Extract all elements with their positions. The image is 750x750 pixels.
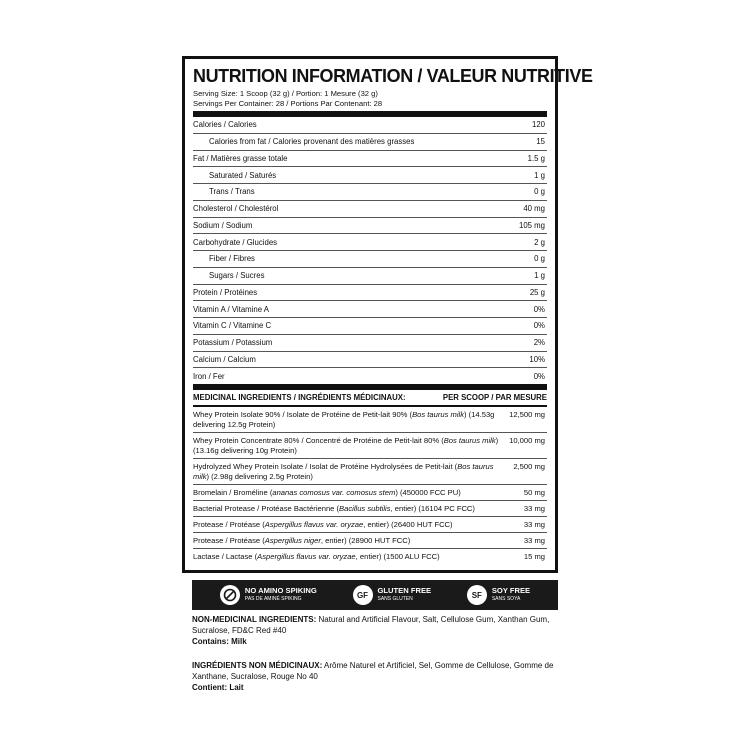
nutrient-value: 0% <box>533 304 545 314</box>
nutrient-row <box>193 335 547 352</box>
nutrient-value: 1 g <box>534 271 545 281</box>
no-amino-spiking-icon <box>220 585 240 605</box>
badge-label: GLUTEN FREE <box>377 586 432 595</box>
badge-label: SOY FREE <box>491 586 531 595</box>
nutrient-value: 0 g <box>534 187 545 197</box>
contains-note-fr: Contient: Lait <box>192 683 244 692</box>
badge-label: NO AMINO SPIKING <box>244 586 317 595</box>
nutrient-row <box>193 184 547 201</box>
nutrient-value: 0 g <box>534 254 545 264</box>
gluten-free-icon: GF <box>353 585 373 605</box>
servings-per-container: Servings Per Container: 28 / Portions Par Contenant: 28 <box>193 98 383 108</box>
nutrient-row <box>193 251 547 268</box>
nutrient-row <box>193 285 547 302</box>
per-scoop-label: PER SCOOP / PAR MESURE <box>442 393 547 402</box>
nutrient-name: Potassium / Potassium <box>193 338 273 348</box>
non-medicinal-label: NON-MEDICINAL INGREDIENTS: <box>192 615 317 624</box>
medicinal-header-label: MEDICINAL INGREDIENTS / INGRÉDIENTS MÉDICINAUX: <box>193 393 406 402</box>
ingredient-name: Hydrolyzed Whey Protein Isolate / Isolat de Protéine Hydrolysées de Petit-lait (Bos taurus milk) (2.98g delivering 2.5g Protein) <box>193 462 494 481</box>
soy-free-icon: SF <box>467 585 487 605</box>
nutrient-value: 105 mg <box>518 220 545 230</box>
ingredient-name: Protease / Protéase (Aspergillus flavus var. oryzae, entier) (26400 HUT FCC) <box>193 520 453 529</box>
nutrient-name: Vitamin C / Vitamine C <box>193 321 272 331</box>
badge-no-amino-spiking <box>220 585 317 605</box>
contains-note: Contains: Milk <box>192 637 247 646</box>
nutrient-row <box>193 167 547 184</box>
nutrient-name: Calories from fat / Calories provenant des matières grasses <box>209 137 415 147</box>
badge-sublabel: PAS DE AMINÉ SPIKING <box>244 596 302 602</box>
ingredient-name: Bacterial Protease / Protéase Bactérienne (Bacillus subtilis, entier) (16104 PC FCC) <box>193 504 475 513</box>
nutrient-value: 10% <box>529 354 545 364</box>
ingredient-name: Protease / Protéase (Aspergillus niger, entier) (28900 HUT FCC) <box>193 536 411 545</box>
serving-size: Serving Size: 1 Scoop (32 g) / Portion: 1 Mesure (32 g) <box>193 89 378 98</box>
nutrient-value: 2 g <box>534 237 545 247</box>
nutrient-value: 1 g <box>534 170 545 180</box>
badge-gluten-free <box>353 585 432 605</box>
ingredient-amount: 10,000 mg <box>509 436 545 445</box>
ingredient-name: Lactase / Lactase (Aspergillus flavus var. oryzae, entier) (1500 ALU FCC) <box>193 552 440 561</box>
badge-soy-free <box>467 585 530 605</box>
ingredient-amount: 2,500 mg <box>513 462 545 471</box>
nutrient-value: 1.5 g <box>527 153 545 163</box>
nutrient-value: 0% <box>533 321 545 331</box>
nutrient-name: Cholesterol / Cholestérol <box>193 204 279 214</box>
badge-sublabel: SANS GLUTEN <box>377 596 413 602</box>
non-medicinal-ingredients-en <box>192 614 572 647</box>
nutrient-row <box>193 234 547 251</box>
nutrient-name: Vitamin A / Vitamine A <box>193 304 269 314</box>
medicinal-row <box>193 549 547 564</box>
non-medicinal-text: Natural and Artificial Flavour, Salt, Cellulose Gum, Xanthan Gum, Sucralose, FD&C Red #40 <box>192 615 550 635</box>
medicinal-row <box>193 533 547 549</box>
nutrient-name: Fat / Matières grasse totale <box>193 153 288 163</box>
ingredient-amount: 33 mg <box>523 520 545 529</box>
badge-sublabel: SANS SOYA <box>491 596 521 602</box>
medicinal-row <box>193 459 547 485</box>
medicinal-row <box>193 517 547 533</box>
non-medicinal-label-fr: INGRÉDIENTS NON MÉDICINAUX: <box>192 661 323 670</box>
nutrient-name: Carbohydrate / Glucides <box>193 237 278 247</box>
nutrient-name: Trans / Trans <box>209 187 255 197</box>
nutrient-row <box>193 318 547 335</box>
ingredient-amount: 15 mg <box>523 552 545 561</box>
nutrient-name: Sodium / Sodium <box>193 220 253 230</box>
medicinal-header <box>193 390 547 407</box>
nutrient-row <box>193 117 547 134</box>
nutrient-value: 120 <box>531 120 545 130</box>
nutrient-name: Sugars / Sucres <box>209 271 265 281</box>
non-medicinal-text-fr: Arôme Naturel et Artificiel, Sel, Gomme de Cellulose, Gomme de Xanthane, Sucralose, Rouge No 40 <box>192 661 554 681</box>
nutrient-row <box>193 368 547 384</box>
ingredient-amount: 50 mg <box>523 488 545 497</box>
nutrient-value: 25 g <box>529 287 545 297</box>
nutrient-row <box>193 301 547 318</box>
panel-title: NUTRITION INFORMATION / VALEUR NUTRITIVE <box>193 65 593 86</box>
medicinal-row <box>193 501 547 517</box>
non-medicinal-ingredients-fr <box>192 660 572 693</box>
nutrient-row <box>193 151 547 168</box>
ingredient-name: Whey Protein Concentrate 80% / Concentré de Protéine de Petit-lait 80% (Bos taurus milk) (13.16g delivering 10g Protein) <box>193 436 499 455</box>
medicinal-row <box>193 433 547 459</box>
nutrient-row <box>193 352 547 369</box>
badge-strip <box>192 580 558 610</box>
medicinal-row <box>193 407 547 433</box>
nutrient-name: Fiber / Fibres <box>209 254 255 264</box>
nutrient-name: Calcium / Calcium <box>193 354 256 364</box>
nutrient-row <box>193 218 547 235</box>
nutrient-value: 15 <box>536 137 545 147</box>
ingredient-amount: 33 mg <box>523 504 545 513</box>
nutrient-row <box>193 134 547 151</box>
nutrient-row <box>193 201 547 218</box>
nutrient-value: 0% <box>533 371 545 381</box>
nutrient-name: Protein / Protéines <box>193 287 258 297</box>
medicinal-list <box>193 407 547 564</box>
medicinal-row <box>193 485 547 501</box>
nutrition-panel <box>182 56 593 573</box>
ingredient-name: Bromelain / Broméline (ananas comosus var. comosus stem) (450000 FCC PU) <box>193 488 461 497</box>
nutrient-name: Calories / Calories <box>193 120 257 130</box>
nutrient-row <box>193 268 547 285</box>
ingredient-amount: 12,500 mg <box>509 410 545 419</box>
nutrient-table <box>193 117 547 384</box>
nutrient-name: Saturated / Saturés <box>209 170 277 180</box>
ingredient-name: Whey Protein Isolate 90% / Isolate de Protéine de Petit-lait 90% (Bos taurus milk) (14.53g delivering 12.5g Protein) <box>193 410 495 429</box>
nutrient-name: Iron / Fer <box>193 371 225 381</box>
ingredient-amount: 33 mg <box>523 536 545 545</box>
nutrient-value: 40 mg <box>523 204 545 214</box>
nutrient-value: 2% <box>533 338 545 348</box>
